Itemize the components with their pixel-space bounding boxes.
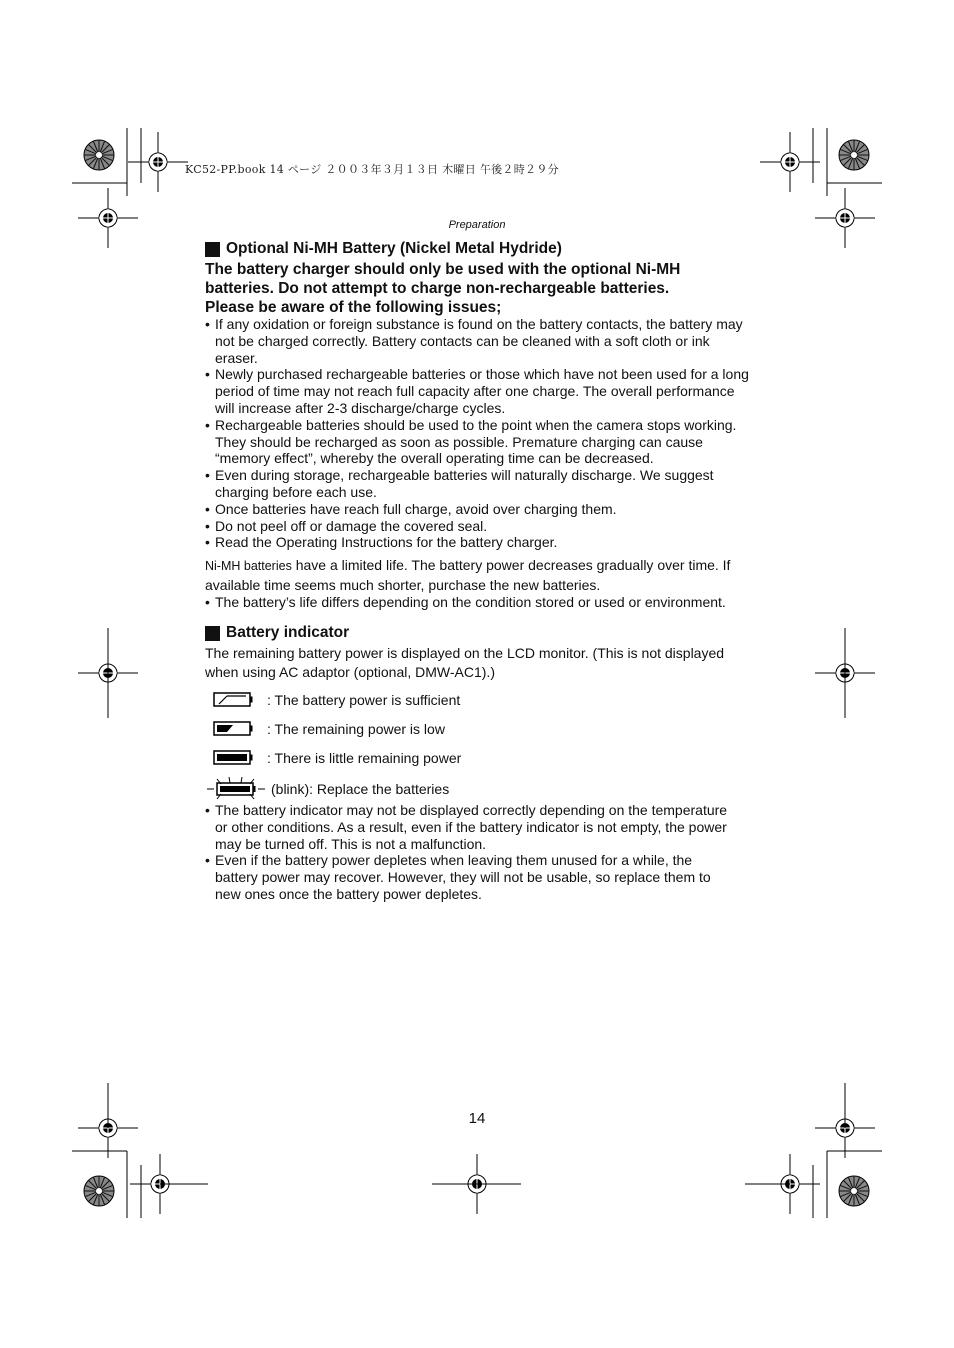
- section2-bullet-list: [205, 802, 735, 903]
- battery-low-icon: [213, 721, 253, 737]
- star-target-icon: [84, 140, 114, 170]
- battery-blink-icon: [205, 777, 267, 801]
- black-square-icon: [205, 242, 220, 257]
- list-item: • Rechargeable batteries should be used to the point when the camera stops working. They should be recharged as soon as possible. Premature charging can cause “memory effect”, whereby the overall operating time can be decreased.: [205, 417, 753, 467]
- star-target-icon: [839, 140, 869, 170]
- section1-heading-text: Optional Ni-MH Battery (Nickel Metal Hydride): [226, 240, 562, 257]
- indicator-text: : The remaining power is low: [267, 721, 445, 737]
- section2-intro: The remaining battery power is displayed on the LCD monitor. (This is not displayed when using AC adaptor (optional, DMW-AC1).): [205, 645, 725, 680]
- page-number: 14: [468, 1110, 486, 1127]
- bold-line: batteries. Do not attempt to charge non-rechargeable batteries.: [205, 280, 670, 297]
- indicator-text: : There is little remaining power: [267, 750, 462, 766]
- section1-bullet-list: [205, 316, 753, 551]
- star-target-icon: [84, 1176, 114, 1206]
- list-item: • If any oxidation or foreign substance is found on the battery contacts, the battery may not be charged correctly. Battery contacts can be cleaned with a soft cloth or ink eraser.: [205, 316, 753, 366]
- list-item: • Read the Operating Instructions for the battery charger.: [205, 534, 753, 551]
- registration-cross-icon: [815, 188, 875, 248]
- list-item: • Once batteries have reach full charge, avoid over charging them.: [205, 501, 753, 518]
- black-square-icon: [205, 626, 220, 641]
- bold-line: The battery charger should only be used with the optional Ni-MH: [205, 261, 681, 278]
- battery-full-icon: [213, 692, 253, 708]
- indicator-text: : The battery power is sufficient: [267, 692, 461, 708]
- indicator-row-little: [213, 748, 461, 768]
- section2-heading-text: Battery indicator: [226, 624, 350, 641]
- registration-cross-icon: [128, 132, 188, 192]
- book-header-line: KC52-PP.book 14 ページ ２００３年３月１３日 木曜日 午後２時２９分: [185, 163, 559, 176]
- registration-cross-icon: [78, 188, 138, 248]
- section-label: Preparation: [448, 219, 506, 231]
- note-bullet-list: [205, 594, 765, 611]
- list-item: • The battery’s life differs depending on the condition stored or used or environment.: [205, 594, 765, 611]
- star-target-icon: [839, 1176, 869, 1206]
- section1-heading: [205, 240, 562, 258]
- section2-heading: [205, 624, 349, 642]
- list-item: • Newly purchased rechargeable batteries or those which have not been used for a long period of time may not reach full capacity after one charge. The overall performance will increase after 2-3 discharge/charge cycles.: [205, 366, 753, 416]
- indicator-text: (blink): Replace the batteries: [271, 781, 450, 797]
- battery-life-note: [205, 556, 755, 594]
- indicator-row-low: [213, 719, 445, 739]
- battery-little-icon: [213, 750, 253, 766]
- note-rest: have a limited life. The battery power decreases gradually over time. If available time seems much shorter, purchase the new batteries.: [205, 557, 731, 593]
- registration-cross-icon: [760, 132, 820, 192]
- section1-bold-notice: [205, 260, 765, 317]
- list-item: • Do not peel off or damage the covered seal.: [205, 518, 753, 535]
- indicator-row-full: [213, 690, 460, 710]
- note-lead: Ni-MH batteries: [205, 559, 292, 573]
- bold-line: Please be aware of the following issues;: [205, 299, 502, 316]
- indicator-row-blink: [205, 777, 449, 801]
- list-item: • Even if the battery power depletes when leaving them unused for a while, the battery power may recover. However, they will not be usable, so replace them to new ones once the battery power depletes.: [205, 852, 735, 902]
- list-item: • The battery indicator may not be displayed correctly depending on the temperature or other conditions. As a result, even if the battery indicator is not empty, the power may be turned off. This is not a malfunction.: [205, 802, 735, 852]
- list-item: • Even during storage, rechargeable batteries will naturally discharge. We suggest charging before each use.: [205, 467, 753, 501]
